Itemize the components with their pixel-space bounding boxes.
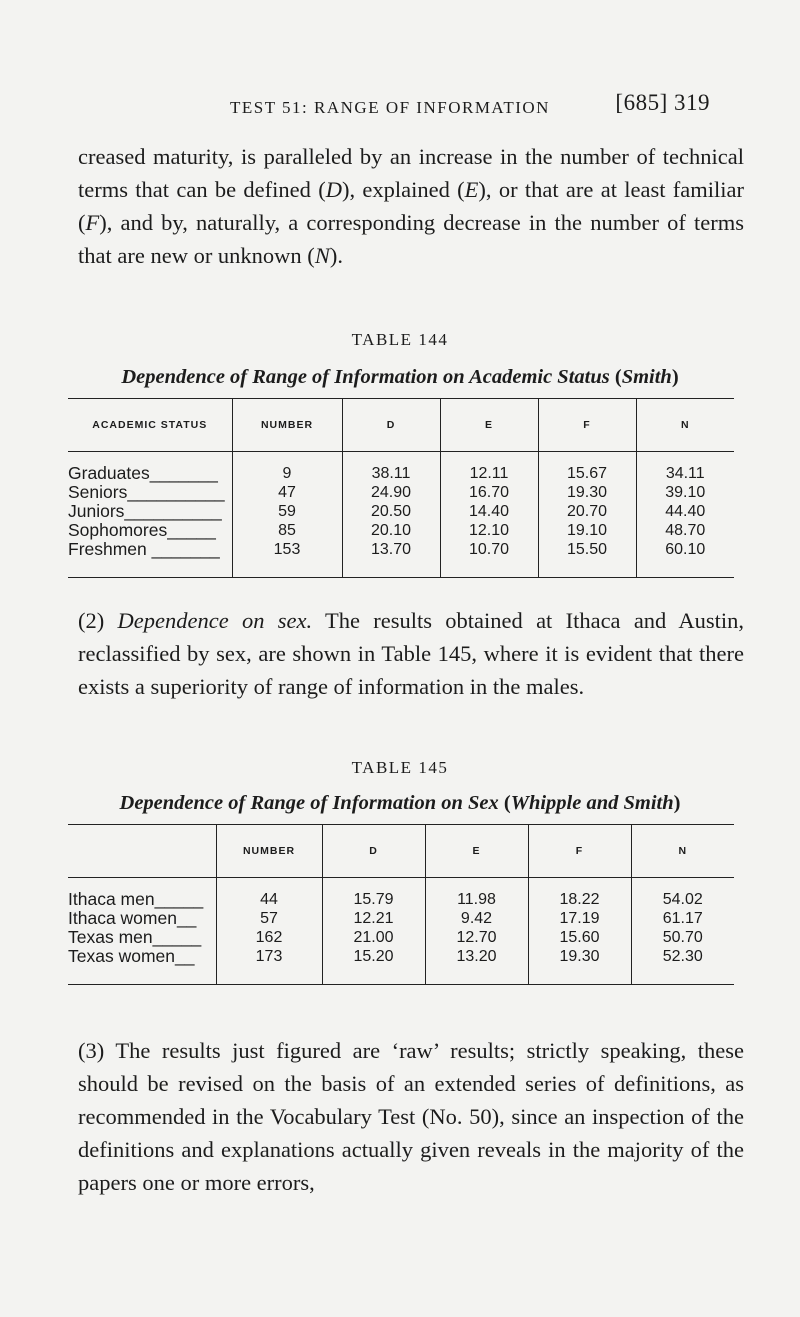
table-cell: 47: [232, 483, 342, 502]
table-cell: 85: [232, 521, 342, 540]
row-label: Ithaca women__: [68, 908, 197, 928]
table-cell: 12.11: [440, 452, 538, 484]
row-label: Freshmen _______: [68, 540, 232, 578]
table-cell: 17.19: [528, 909, 631, 928]
paragraph-3: (3) The results just figured are ‘raw’ results; strictly speaking, these should be revised on the basis of an extended series of definitions, as recommended in the Vocabulary Test (No. 50), since an inspection of the definitions and explanations actually given reveals in the majority of the papers one or more errors,: [78, 1038, 744, 1195]
row-label: Texas women__: [68, 947, 216, 985]
table-cell: 20.10: [342, 521, 440, 540]
table-cell: 9: [232, 452, 342, 484]
page-header: [230, 90, 710, 126]
table-144-title: TABLE 144: [351, 330, 449, 349]
table-cell: 48.70: [636, 521, 734, 540]
section-heading: Dependence on sex.: [117, 608, 313, 633]
table-cell: 54.02: [631, 878, 734, 910]
row-label: Sophomores_____: [68, 520, 216, 540]
table-cell: 14.40: [440, 502, 538, 521]
col-header: ACADEMIC STATUS: [68, 399, 232, 452]
table-cell: 13.70: [342, 540, 440, 578]
table-row: [68, 947, 734, 985]
table-row: [68, 483, 734, 502]
table-cell: 9.42: [425, 909, 528, 928]
table-cell: 12.21: [322, 909, 425, 928]
paragraph-2: (2) Dependence on sex. The results obtained at Ithaca and Austin, reclassified by sex, are shown in Table 145, where it is evident that there exists a superiority of range of information in the males.: [78, 608, 744, 699]
table-cell: 15.50: [538, 540, 636, 578]
table-144-caption: Dependence of Range of Information on Academic Status (Smith): [121, 366, 679, 388]
table-145: [68, 824, 734, 985]
col-header: D: [322, 825, 425, 878]
col-header: NUMBER: [216, 825, 322, 878]
table-cell: 59: [232, 502, 342, 521]
table-row: [68, 928, 734, 947]
table-cell: 57: [216, 909, 322, 928]
table-cell: 15.60: [528, 928, 631, 947]
table-row: [68, 909, 734, 928]
col-header: D: [342, 399, 440, 452]
table-row: [68, 452, 734, 484]
col-header: N: [631, 825, 734, 878]
table-cell: 153: [232, 540, 342, 578]
table-cell: 61.17: [631, 909, 734, 928]
col-header: NUMBER: [232, 399, 342, 452]
running-title: TEST 51: RANGE OF INFORMATION: [230, 98, 550, 117]
table-cell: 19.30: [538, 483, 636, 502]
table-cell: 20.50: [342, 502, 440, 521]
table-145-caption: Dependence of Range of Information on Sex (Whipple and Smith): [119, 792, 681, 814]
table-145-title: TABLE 145: [351, 758, 449, 777]
table-cell: 10.70: [440, 540, 538, 578]
table-row: [68, 502, 734, 521]
table-row: [68, 878, 734, 910]
table-cell: 44: [216, 878, 322, 910]
table-cell: 173: [216, 947, 322, 985]
row-label: Juniors__________: [68, 501, 222, 521]
table-cell: 15.67: [538, 452, 636, 484]
table-cell: 16.70: [440, 483, 538, 502]
table-cell: 18.22: [528, 878, 631, 910]
table-cell: 24.90: [342, 483, 440, 502]
table-cell: 11.98: [425, 878, 528, 910]
table-cell: 15.20: [322, 947, 425, 985]
col-header: F: [528, 825, 631, 878]
table-cell: 162: [216, 928, 322, 947]
table-cell: 50.70: [631, 928, 734, 947]
col-header: E: [440, 399, 538, 452]
col-header: F: [538, 399, 636, 452]
table-144-header-row: [68, 399, 734, 452]
row-label: Ithaca men_____: [68, 889, 204, 909]
table-cell: 44.40: [636, 502, 734, 521]
table-cell: 52.30: [631, 947, 734, 985]
table-cell: 19.30: [528, 947, 631, 985]
row-label: Texas men_____: [68, 927, 202, 947]
table-cell: 12.70: [425, 928, 528, 947]
col-header: E: [425, 825, 528, 878]
table-cell: 20.70: [538, 502, 636, 521]
page-number: [685] 319: [615, 90, 710, 115]
table-cell: 60.10: [636, 540, 734, 578]
table-cell: 21.00: [322, 928, 425, 947]
table-cell: 19.10: [538, 521, 636, 540]
col-header: N: [636, 399, 734, 452]
table-row: [68, 521, 734, 540]
table-cell: 39.10: [636, 483, 734, 502]
table-cell: 15.79: [322, 878, 425, 910]
table-row: [68, 540, 734, 578]
table-cell: 12.10: [440, 521, 538, 540]
table-cell: 38.11: [342, 452, 440, 484]
paragraph-1: creased maturity, is paralleled by an increase in the number of technical terms that can be defined (D), explained (E), or that are at least familiar (F), and by, naturally, a corresponding decrease in the number of terms that are new or unknown (N).: [78, 144, 745, 268]
table-145-header-row: [68, 825, 734, 878]
row-label: Graduates_______: [68, 463, 218, 483]
row-label: Seniors__________: [68, 482, 225, 502]
col-header: [68, 825, 216, 878]
table-cell: 13.20: [425, 947, 528, 985]
table-144: [68, 398, 734, 578]
table-cell: 34.11: [636, 452, 734, 484]
